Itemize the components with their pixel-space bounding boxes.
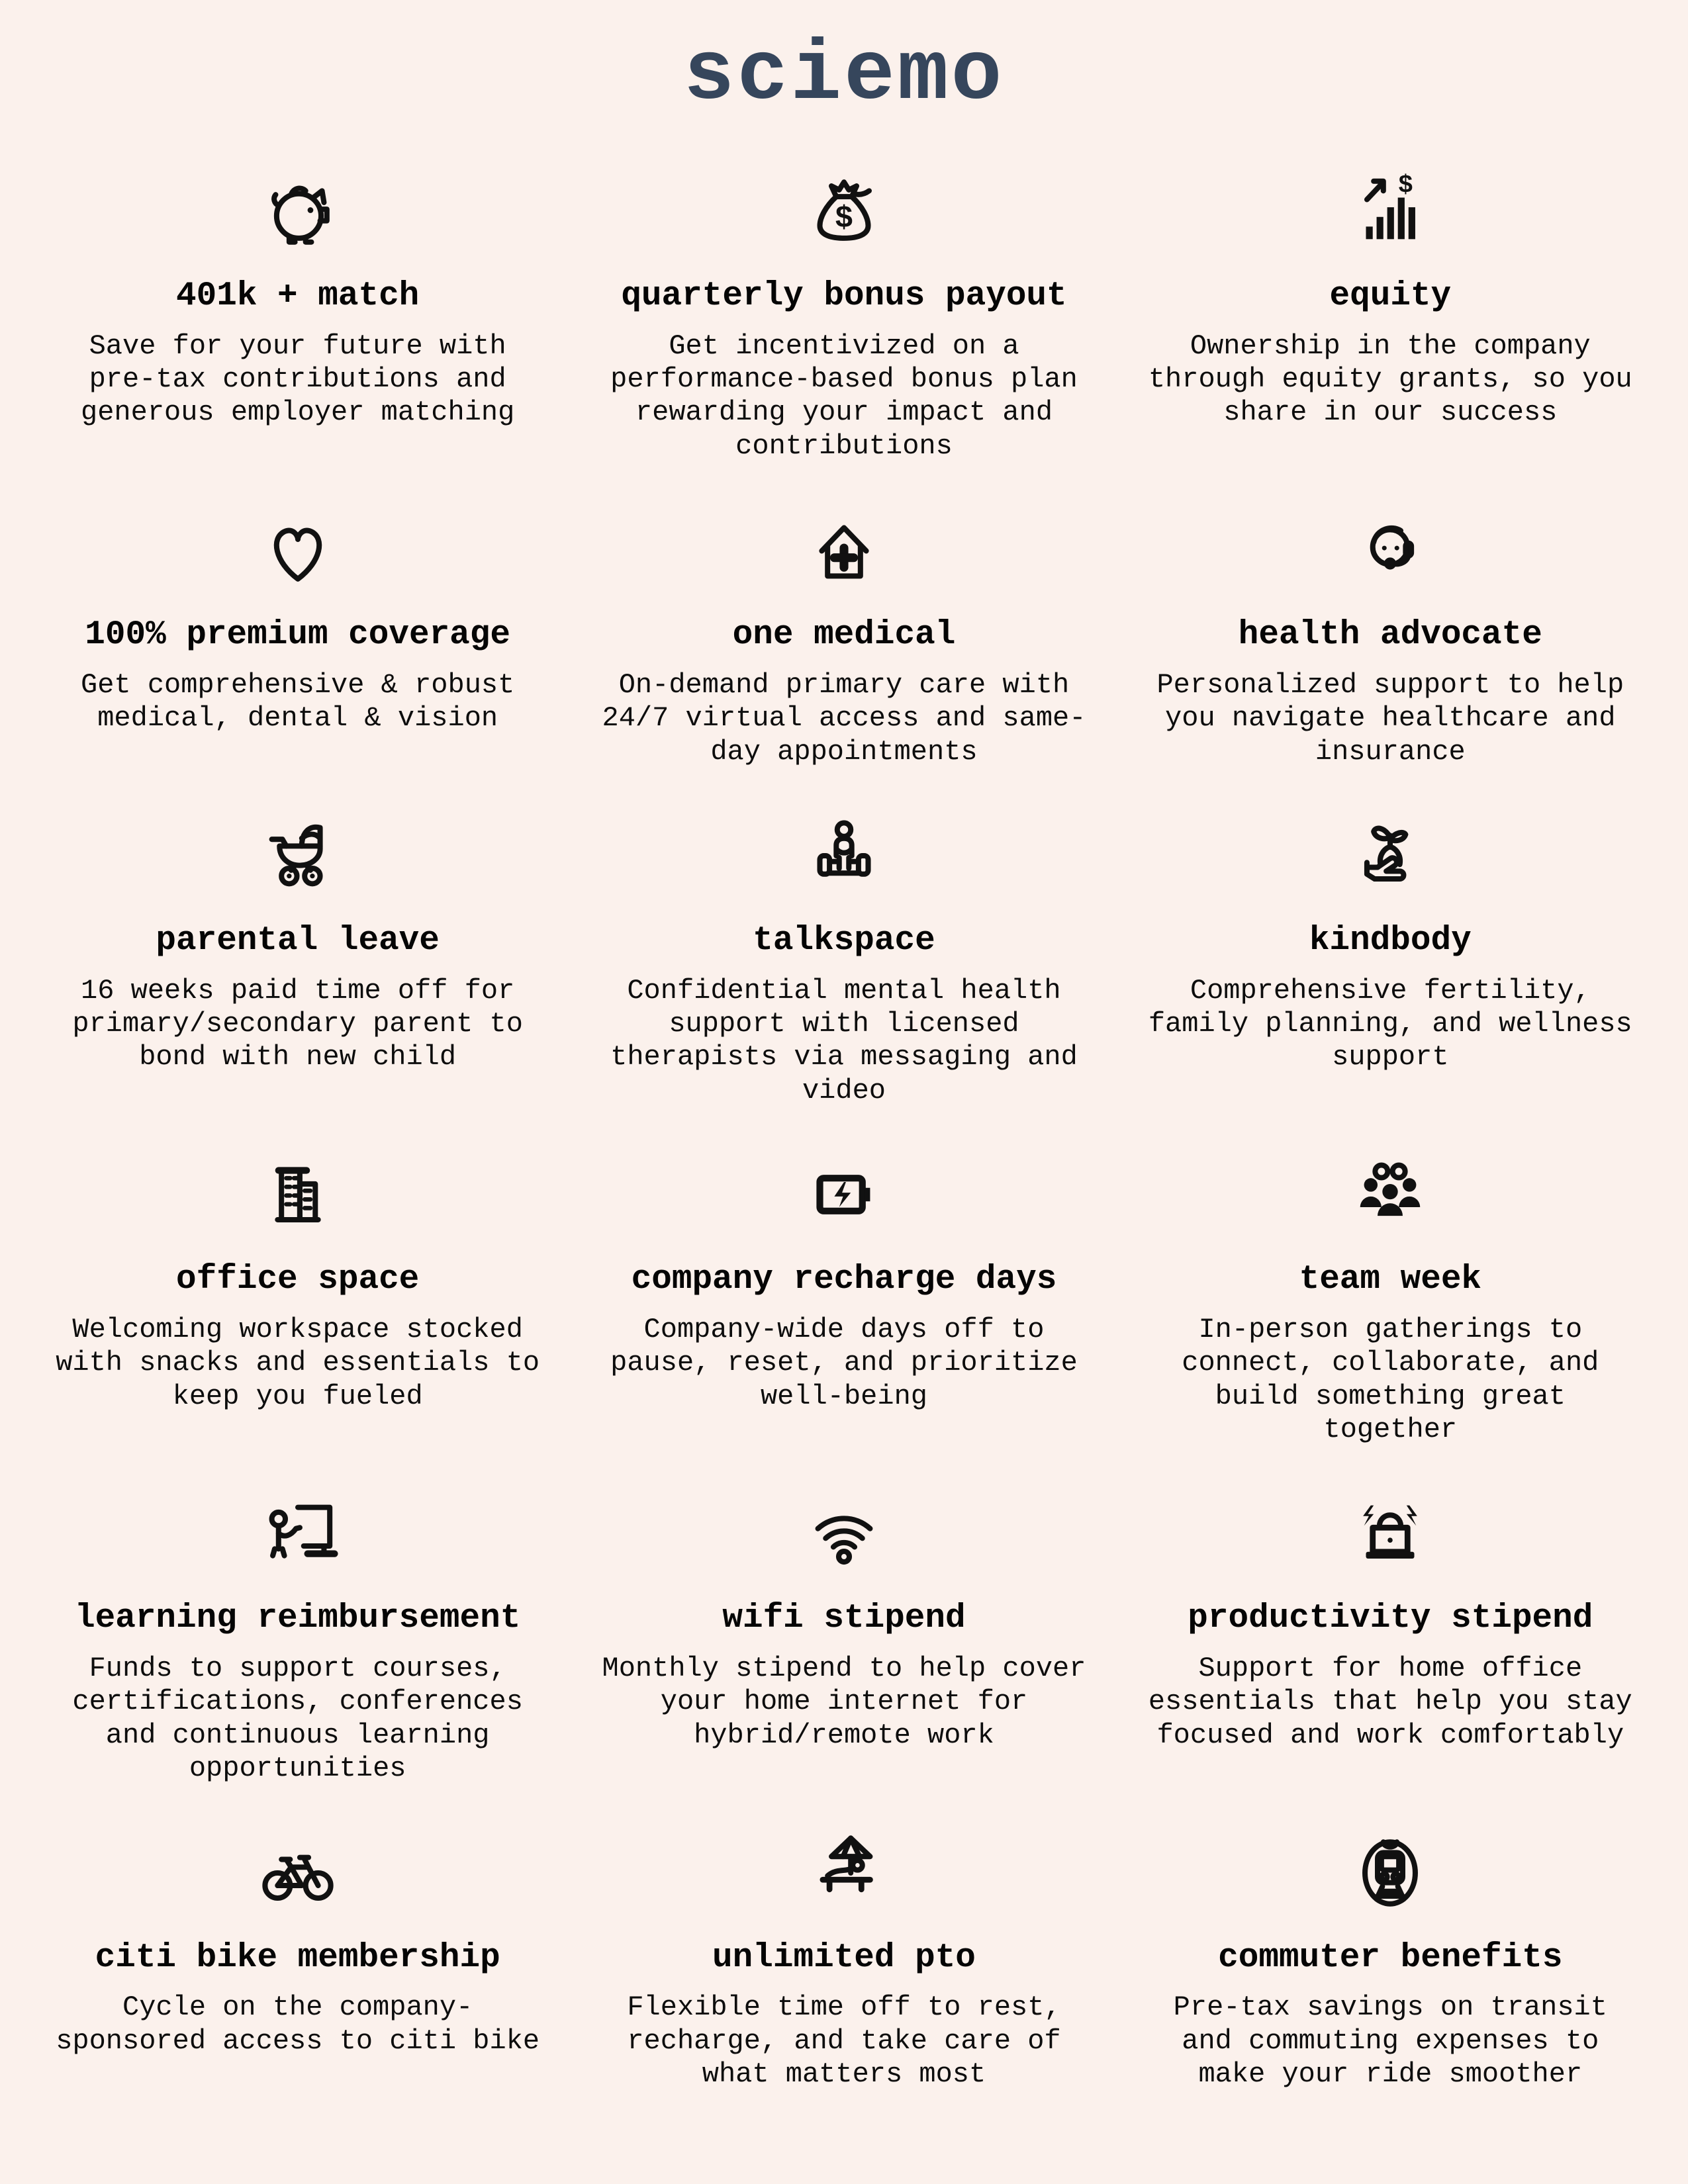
benefit-description: In-person gatherings to connect, collaborate, and build something great together [1182,1313,1599,1446]
medical-house-icon [796,501,892,599]
support-agent-icon [1342,501,1438,599]
benefit-title: one medical [732,616,956,655]
wifi-icon [796,1484,892,1582]
benefit-description: Confidential mental health support with licensed therapists via messaging and video [610,974,1078,1107]
benefit-description: Pre-tax savings on transit and commuting expenses to make your ride smoother [1173,1991,1607,2091]
benefit-card [34,807,561,1107]
benefit-title: company recharge days [631,1261,1057,1299]
presenter-board-icon [250,1484,346,1582]
benefit-card [1127,807,1654,1107]
heart-icon [250,501,346,599]
benefit-title: productivity stipend [1188,1600,1593,1638]
benefit-card [34,501,561,768]
benefit-title: health advocate [1238,616,1542,655]
benefit-title: kindbody [1309,922,1472,960]
benefit-description: Save for your future with pre-tax contributions and generous employer matching [81,330,515,429]
benefit-card [34,162,561,463]
team-icon [1342,1146,1438,1244]
benefit-description: Get comprehensive & robust medical, dental & vision [81,668,515,735]
benefit-title: citi bike membership [95,1938,500,1977]
piggy-bank-icon [250,162,346,260]
benefit-card [34,1824,561,2091]
benefit-description: Company-wide days off to pause, reset, and prioritize well-being [610,1313,1078,1412]
benefit-description: Monthly stipend to help cover your home internet for hybrid/remote work [602,1653,1086,1751]
benefit-description: Ownership in the company through equity grants, so you share in our success [1148,330,1632,429]
benefit-card [581,1146,1107,1446]
stroller-icon [250,807,346,905]
bicycle-icon [250,1824,346,1922]
benefit-title: talkspace [753,922,935,960]
laptop-energy-icon [1342,1484,1438,1582]
benefit-title: unlimited pto [712,1938,976,1977]
benefit-card [1127,1146,1654,1446]
battery-charge-icon [796,1146,892,1244]
benefit-card [1127,1484,1654,1785]
benefit-title: parental leave [156,922,440,960]
benefit-title: wifi stipend [722,1600,966,1638]
office-building-icon [250,1146,346,1244]
benefit-description: Comprehensive fertility, family planning, and wellness support [1148,974,1632,1073]
equity-growth-icon [1342,162,1438,260]
benefit-description: 16 weeks paid time off for primary/secondary parent to bond with new child [72,974,523,1073]
benefit-description: Get incentivized on a performance-based bonus plan rewarding your impact and contributions [610,330,1078,462]
benefit-description: On-demand primary care with 24/7 virtual access and same-day appointments [602,668,1086,768]
benefit-description: Funds to support courses, certifications, conferences and continuous learning opportunities [72,1653,523,1785]
benefit-title: quarterly bonus payout [621,277,1067,315]
beach-lounger-icon [796,1824,892,1922]
train-icon [1342,1824,1438,1922]
benefit-card [1127,501,1654,768]
benefit-title: 401k + match [176,277,420,315]
benefit-title: 100% premium coverage [85,616,511,655]
brand-logo: sciemo [683,28,1005,124]
benefit-card [581,1824,1107,2091]
benefit-card [1127,162,1654,463]
benefit-card [1127,1824,1654,2091]
benefit-description: Flexible time off to rest, recharge, and take care of what matters most [627,1991,1061,2091]
svg-text:$: $ [834,201,854,237]
benefit-title: commuter benefits [1218,1938,1563,1977]
benefit-card [34,1484,561,1785]
benefit-card [581,501,1107,768]
benefit-description: Cycle on the company-sponsored access to citi bike [56,1991,540,2057]
benefit-title: team week [1299,1261,1482,1299]
therapy-couch-icon [796,807,892,905]
benefit-description: Personalized support to help you navigate healthcare and insurance [1156,668,1624,768]
benefit-card [581,807,1107,1107]
benefit-description: Welcoming workspace stocked with snacks and essentials to keep you fueled [56,1313,540,1412]
benefit-title: learning reimbursement [75,1600,521,1638]
svg-text:$: $ [1398,171,1414,200]
benefit-description: Support for home office essentials that help you stay focused and work comfortably [1148,1653,1632,1751]
benefit-title: office space [176,1261,420,1299]
money-bag-icon [796,162,892,260]
benefit-card [34,1146,561,1446]
benefit-card [581,1484,1107,1785]
benefit-title: equity [1329,277,1452,315]
benefit-card [581,162,1107,463]
benefits-grid [0,124,1688,2091]
hand-plant-icon [1342,807,1438,905]
